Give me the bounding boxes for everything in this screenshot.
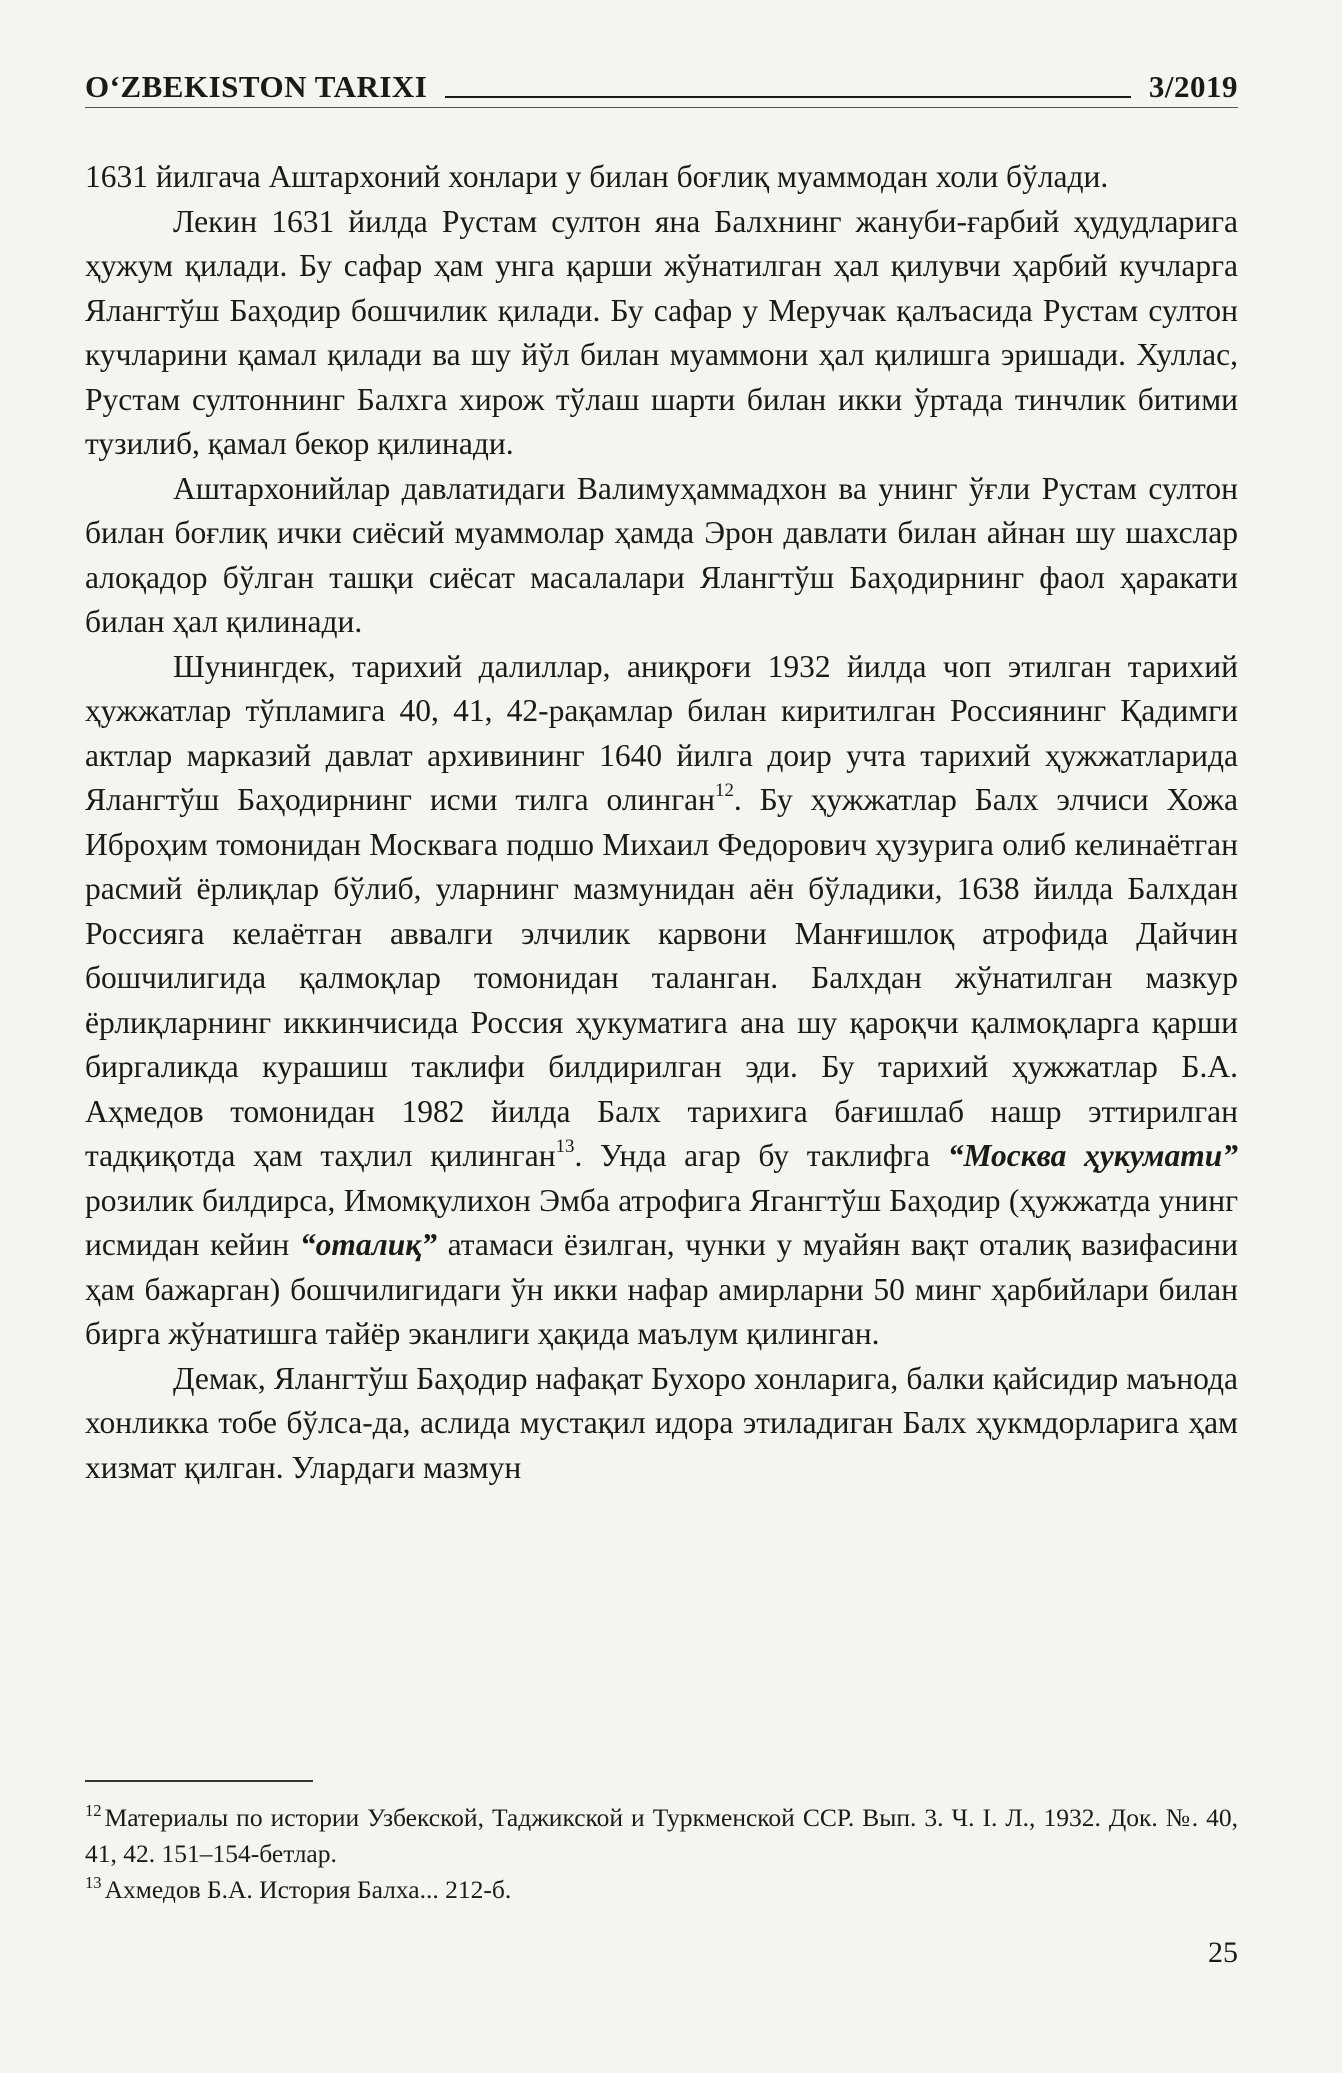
paragraph-text: Лекин 1631 йилда Рустам султон яна Балхнинг жануби-ғарбий ҳудудларига ҳужум қилади. Бу сафар ҳам унга қарши жўнатилган ҳал қилувчи ҳарбий кучларга Ялангтўш Баҳодир бошчилик қилади. Бу сафар у Меручак қалъасида Рустам султон кучларини қамал қилади ва шу йўл билан муаммони ҳал қилишга эришади. Хуллас, Рустам султоннинг Балхга хирож тўлаш шарти билан икки ўртада тинчлик битими тузилиб, қамал бекор қилинади. <box>85 203 1238 461</box>
footnote <box>85 1872 1238 1908</box>
paragraph-text: розилик билдирса, Имомқулихон Эмба атрофига Ягангтўш Баҳодир (ҳужжатда унинг исмидан кейин <box>85 1182 1238 1262</box>
footnote-ref: 12 <box>715 779 734 801</box>
paragraph-text: Демак, Ялангтўш Баҳодир нафақат Бухоро хонларига, балки қайсидир маънода хонликка тобе бўлса-да, аслида мустақил идора этиладиган Балх ҳукмдорларига ҳам хизмат қилган. Улардаги мазмун <box>85 1360 1238 1485</box>
paragraph-text: 1631 йилгача Аштархоний хонлари у билан боғлиқ муаммодан холи бўлади. <box>85 159 1109 194</box>
body-paragraph <box>85 1357 1238 1491</box>
paragraph-text: Шунингдек, тарихий далиллар, аниқроғи 1932 йилда чоп этилган тарихий ҳужжатлар тўпламига 40, 41, 42-рақамлар билан киритилган Россиянинг Қадимги актлар марказий давлат архивининг 1640 йилга доир учта тарихий ҳужжатларида Ялангтўш Баҳодирнинг исми тилга олинган <box>85 648 1238 817</box>
emphasized-quote: “оталиқ” <box>299 1227 437 1262</box>
body-paragraph <box>85 200 1238 467</box>
running-head-rule <box>445 96 1131 98</box>
body-paragraph <box>85 155 1238 200</box>
page-number: 25 <box>1208 1936 1238 1969</box>
article-body <box>85 155 1238 1490</box>
footnote-ref: 13 <box>555 1135 575 1157</box>
paragraph-text: Аштархонийлар давлатидаги Валимуҳаммадхон ва унинг ўғли Рустам султон билан боғлиқ ички сиёсий муаммолар ҳамда Эрон давлати билан айнан шу шахслар алоқадор бўлган ташқи сиёсат масалалари Ялангтўш Баҳодирнинг фаол ҳаракати билан ҳал қилинади. <box>85 470 1238 639</box>
issue-number: 3/2019 <box>1148 69 1238 104</box>
footnote-number: 13 <box>85 1873 102 1893</box>
footnote-text: Материалы по истории Узбекской, Таджикской и Туркменской ССР. Вып. 3. Ч. I. Л., 1932. Док. №. 40, 41, 42. 151–154-бетлар. <box>85 1803 1238 1868</box>
footnote-divider <box>85 1780 313 1782</box>
header-divider <box>85 107 1238 108</box>
running-head <box>85 52 1238 102</box>
footnotes <box>85 1800 1238 1908</box>
journal-title: O‘ZBEKISTON TARIXI <box>85 69 428 104</box>
footnote-number: 12 <box>85 1801 102 1821</box>
paragraph-text: . Унда агар бу таклифга <box>574 1138 948 1173</box>
body-paragraph <box>85 467 1238 645</box>
paragraph-text: атамаси ёзилган, чунки у муайян вақт оталиқ вазифасини ҳам бажарган) бошчилигидаги ўн икки нафар амирларни 50 минг ҳарбийлари билан бирга жўнатишга тайёр эканлиги ҳақида маълум қилинган. <box>85 1227 1238 1351</box>
footnote-text: Ахмедов Б.А. История Балха... 212-б. <box>104 1875 512 1904</box>
footnote <box>85 1800 1238 1872</box>
paragraph-text: . Бу ҳужжатлар Балх элчиси Хожа Иброҳим томонидан Москвага подшо Михаил Федорович ҳузурига олиб келинаётган расмий ёрлиқлар бўлиб, уларнинг мазмунидан аён бўладики, 1638 йилда Балхдан Россияга келаётган аввалги элчилик карвони Манғишлоқ атрофида Дайчин бошчилигида қалмоқлар томонидан таланган. Балхдан жўнатилган мазкур ёрлиқларнинг иккинчисида Россия ҳукуматига ана шу қароқчи қалмоқларга қарши биргаликда курашиш таклифи билдирилган эди. Бу тарихий ҳужжатлар Б.А. Аҳмедов томонидан 1982 йилда Балх тарихига бағишлаб нашр эттирилган тадқиқотда ҳам таҳлил қилинган <box>85 782 1238 1173</box>
emphasized-quote: “Москва ҳукумати” <box>947 1138 1238 1173</box>
body-paragraph <box>85 645 1238 1357</box>
